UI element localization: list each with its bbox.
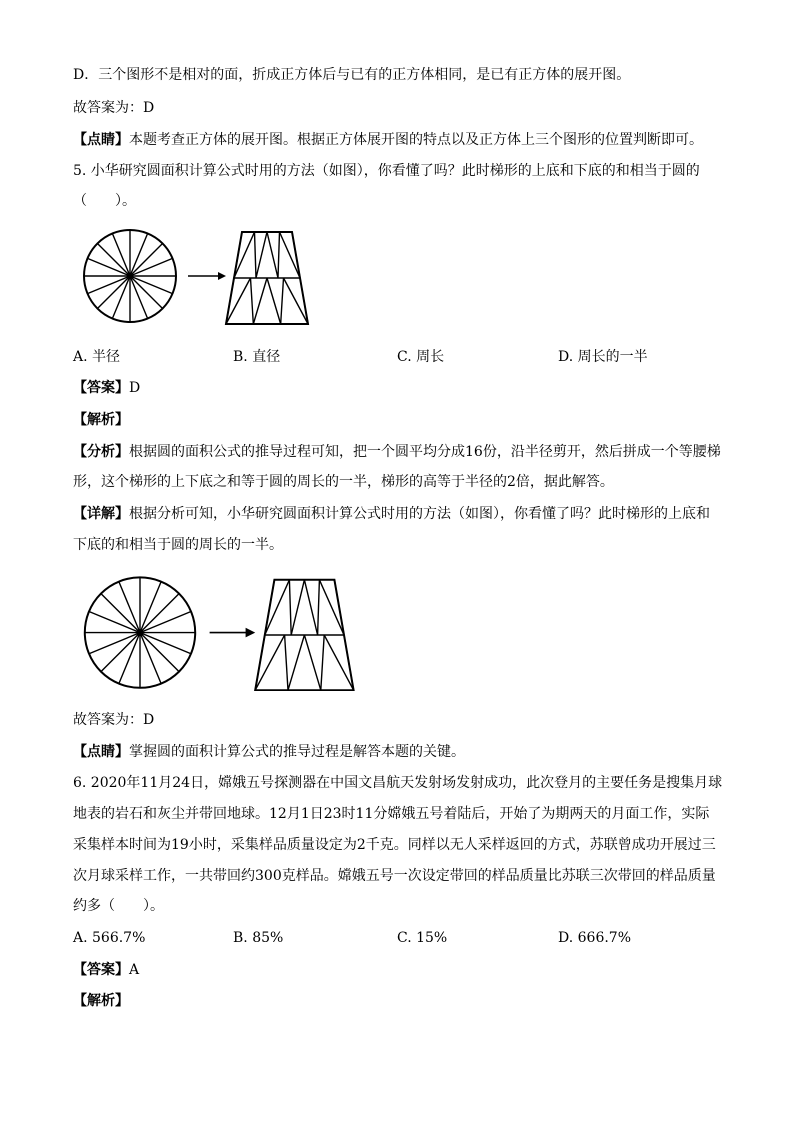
triangle-edge — [256, 232, 267, 278]
q5-option-c: C. 周长 — [397, 349, 445, 365]
triangle-edge — [265, 580, 290, 635]
triangle-edge — [318, 580, 320, 635]
q5-xiangjie-line1: 【详解】根据分析可知，小华研究圆面积计算公式时用的方法（如图），你看懂了吗？此时梯形的上底和 — [73, 506, 710, 522]
triangle-edge — [255, 232, 257, 278]
triangle-edge — [334, 580, 344, 635]
triangle-edge — [319, 580, 344, 635]
q5-xiangjie-tag: 【详解】 — [73, 506, 129, 522]
q5-answer-value: D — [129, 380, 141, 396]
q5-remark: 【点睛】掌握圆的面积计算公式的推导过程是解答本题的关键。 — [73, 744, 465, 760]
q5-analysis-tag: 【解析】 — [73, 412, 129, 428]
q5-stem-line1: 5. 小华研究圆面积计算公式时用的方法（如图），你看懂了吗？此时梯形的上底和下底的和相当于圆的 — [73, 163, 700, 179]
q5-option-a: A. 半径 — [73, 349, 121, 365]
triangle-edge — [253, 278, 267, 324]
triangle-edge — [292, 232, 300, 278]
circle-center — [127, 273, 133, 279]
q5-xiangjie-line2: 下底的和相当于圆的周长的一半。 — [73, 537, 283, 553]
q4-option-d: D．三个图形不是相对的面，折成正方体后与已有的正方体相同，是已有正方体的展开图。 — [73, 67, 631, 83]
triangle-edge — [267, 278, 281, 324]
q6-stem-line1: 6. 2020年11月24日，嫦娥五号探测器在中国文昌航天发射场发射成功，此次登月的主要任务是搜集月球 — [73, 775, 723, 791]
triangle-edge — [321, 635, 324, 690]
q6-option-d: D. 666.7% — [558, 930, 632, 946]
q6-option-a: A. 566.7% — [73, 930, 146, 946]
circle-radius-line — [97, 276, 130, 309]
triangle-edge — [304, 580, 317, 635]
q4-remark — [73, 130, 703, 150]
q6-answer — [73, 960, 139, 980]
circle-radius-line — [140, 633, 179, 672]
q6-answer-value: A — [129, 962, 140, 978]
triangle-edge — [278, 232, 280, 278]
q6-stem-line2: 地表的岩石和灰尘并带回地球。12月1日23时11分嫦娥五号着陆后，开始了为期两天的月面工作，实际 — [73, 806, 710, 822]
q5-fenxi-line1: 【分析】根据圆的面积公式的推导过程可知，把一个圆平均分成16份，沿半径剪开，然后拼成一个等腰梯 — [73, 444, 721, 460]
triangle-edge — [267, 232, 278, 278]
q4-answer: 故答案为：D — [73, 100, 155, 116]
circle-radius-line — [97, 243, 130, 276]
triangle-edge — [265, 580, 275, 635]
q5-fenxi-line2: 形，这个梯形的上下底之和等于圆的周长的一半，梯形的高等于半径的2倍，据此解答。 — [73, 474, 614, 490]
q6-stem-line4: 次月球采样工作，一共带回约300克样品。嫦娥五号一次设定带回的样品质量比苏联三次带回的样品质量 — [73, 868, 716, 884]
q5-fenxi-tag: 【分析】 — [73, 444, 129, 460]
q6-stem-line5: 约多（ ）。 — [73, 898, 164, 914]
q6-analysis-tag: 【解析】 — [73, 993, 129, 1009]
circle-radius-line — [130, 276, 163, 309]
triangle-edge — [285, 635, 288, 690]
q6-option-b: B. 85% — [233, 930, 284, 946]
q5-answer-tag: 【答案】 — [73, 380, 129, 396]
q4-remark-tag: 【点睛】 — [73, 132, 129, 148]
triangle-edge — [234, 232, 242, 278]
triangle-edge — [251, 278, 254, 324]
q5-remark-tag: 【点睛】 — [73, 744, 129, 760]
q5-option-b: B. 直径 — [233, 349, 281, 365]
triangle-edge — [288, 635, 304, 690]
q6-answer-tag: 【答案】 — [73, 962, 129, 978]
triangle-edge — [304, 635, 320, 690]
circle-radius-line — [130, 243, 163, 276]
q5-final-answer: 故答案为：D — [73, 712, 155, 728]
circle-radius-line — [101, 594, 140, 633]
triangle-edge — [291, 580, 304, 635]
triangle-edge — [281, 278, 284, 324]
q5-answer — [73, 378, 140, 398]
q5-option-d: D. 周长的一半 — [558, 349, 648, 365]
circle-radius-line — [101, 633, 140, 672]
q6-option-c: C. 15% — [397, 930, 448, 946]
q5-figure-top — [80, 228, 320, 328]
q4-remark-text: 本题考查正方体的展开图。根据正方体展开图的特点以及正方体上三个图形的位置判断即可。 — [129, 132, 703, 148]
circle-radius-line — [140, 594, 179, 633]
circle-center — [136, 629, 143, 636]
q6-stem-line3: 采集样本时间为19小时，采集样品质量设定为2千克。同样以无人采样返回的方式，苏联曾成功开展过三 — [73, 837, 716, 853]
triangle-edge — [289, 580, 291, 635]
q5-stem-line2: （ ）。 — [73, 193, 136, 209]
arrow-head — [218, 272, 226, 280]
arrow-head — [246, 628, 256, 638]
q5-figure-bottom — [80, 575, 370, 691]
